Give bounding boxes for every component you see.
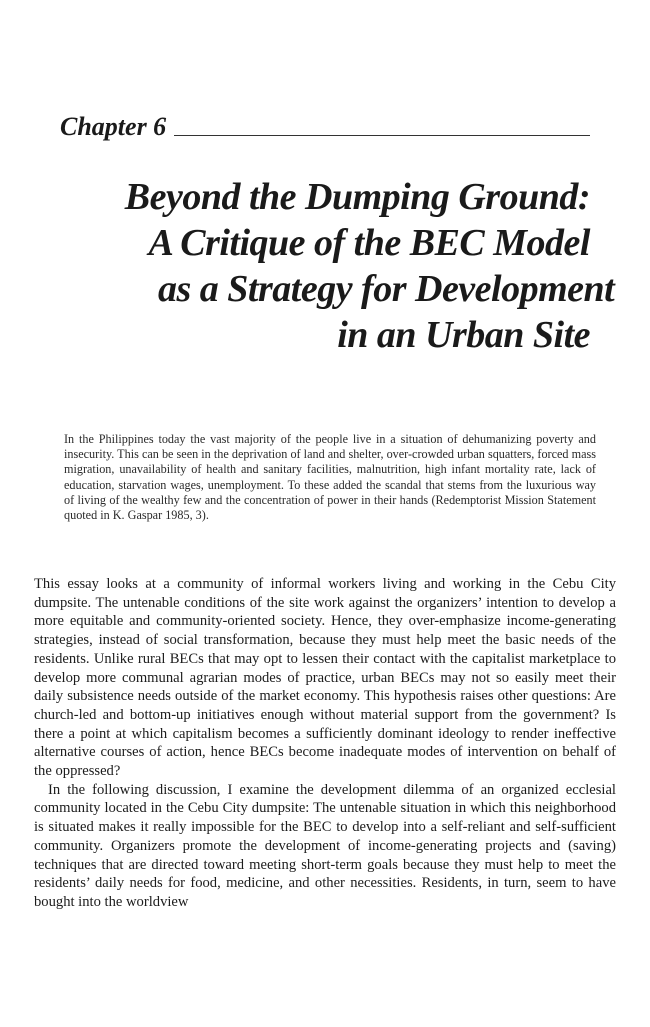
body-paragraph-2: In the following discussion, I examine the development dilemma of an organized ecclesial community located in the Cebu City dumpsite: The untenable situation in which this neighborhood is situated makes it really impossible for the BEC to develop into a self-reliant and self-sufficient community. Organizers promote the development of income-generating projects and (saving) techniques that are directed toward meeting short-term goals because they must help to meet the residents’ daily needs for food, medicine, and other necessities. Residents, in turn, seem to have bought into the worldview <box>34 781 616 910</box>
epigraph-quote: In the Philippines today the vast majority of the people live in a situation of dehumanizing poverty and insecurity. This can be seen in the deprivation of land and shelter, over-crowded urban squatters, forced mass migration, unavailability of health and sanitary facilities, malnutrition, high infant mortality rate, lack of education, starvation wages, unemployment. To these added the scandal that stems from the luxurious way of living of the wealthy few and the concentration of power in their hands (Redemptorist Mission Statement quoted in K. Gaspar 1985, 3). <box>64 432 596 523</box>
chapter-label: Chapter 6 <box>60 112 167 141</box>
chapter-title <box>120 174 615 358</box>
title-line-3: as a Strategy for Development <box>158 268 615 310</box>
chapter-heading <box>60 112 590 142</box>
title-line-1: Beyond the Dumping Ground: <box>124 176 590 218</box>
chapter-rule <box>174 135 590 136</box>
title-line-2: A Critique of the BEC Model <box>148 222 590 264</box>
body-paragraph-1: This essay looks at a community of informal workers living and working in the Cebu City dumpsite. The untenable conditions of the site work against the organizers’ intention to develop a more equitable and community-oriented society. Hence, they over-emphasize income-generating strategies, instead of social transformation, because they must help meet the basic needs of the residents. Unlike rural BECs that may opt to lessen their contact with the capitalist marketplace to develop more communal agrarian modes of practice, urban BECs may not so easily meet their daily subsistence needs outside of the market economy. This hypothesis raises other questions: Are church-led and bottom-up initiatives enough without material support from the government? Is there a point at which capitalism becomes a sufficiently dominant ideology to render ineffective alternative courses of action, hence BECs become inadequate modes of intervention on behalf of the oppressed? <box>34 576 616 780</box>
body-text <box>34 575 616 912</box>
title-line-4: in an Urban Site <box>337 314 590 356</box>
